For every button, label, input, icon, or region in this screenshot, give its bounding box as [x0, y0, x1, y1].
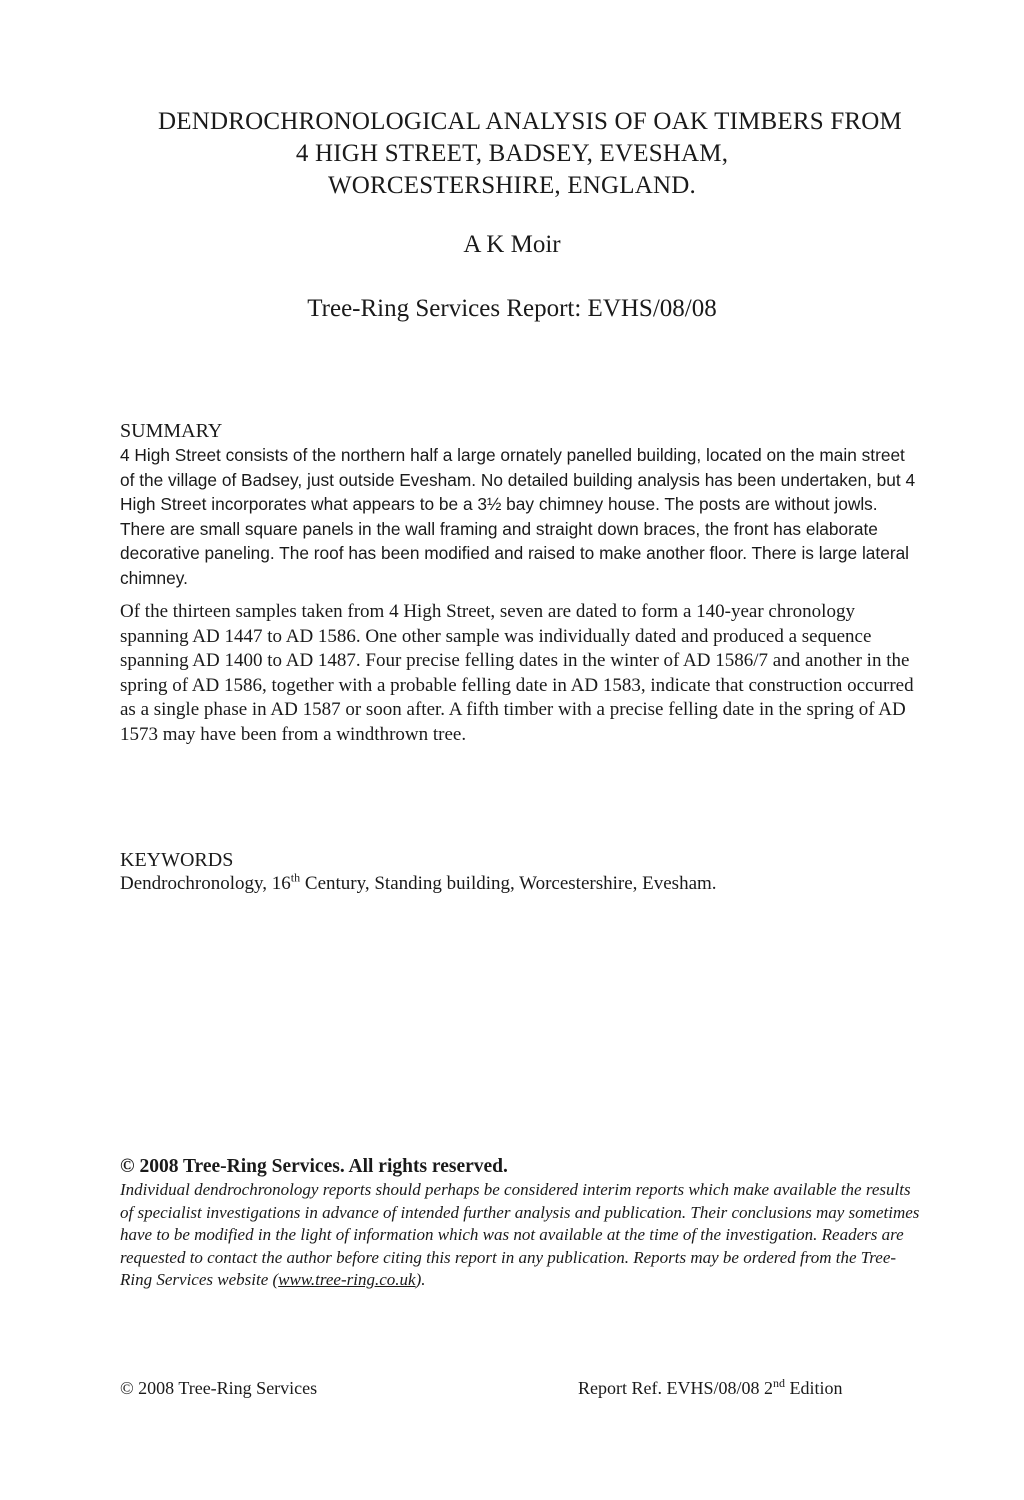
- summary-section: [120, 419, 920, 747]
- author: A K Moir: [463, 231, 561, 258]
- report-title: [0, 106, 1024, 202]
- keywords-section: [120, 848, 920, 897]
- keywords-text: [120, 872, 920, 897]
- keywords-pre: Dendrochronology, 16: [120, 873, 291, 894]
- summary-paragraph-2: Of the thirteen samples taken from 4 High Street, seven are dated to form a 140-year chronology spanning AD 1447 to AD 1586. One other sample was individually dated and produced a sequence spanning AD 1400 to AD 1487. Four precise felling dates in the winter of AD 1586/7 and another in the spring of AD 1586, together with a probable felling date in AD 1583, indicate that construction occurred as a single phase in AD 1587 or soon after. A fifth timber with a precise felling date in the spring of AD 1573 may have been from a windthrown tree.: [120, 601, 914, 745]
- title-line-1: DENDROCHRONOLOGICAL ANALYSIS OF OAK TIMBERS FROM: [158, 108, 902, 135]
- disclaimer-end: ).: [415, 1270, 426, 1289]
- footer-ref-pre: Report Ref. EVHS/08/08 2: [578, 1378, 773, 1398]
- title-line-3: WORCESTERSHIRE, ENGLAND.: [328, 172, 696, 199]
- summary-heading: SUMMARY: [120, 420, 223, 442]
- footer-ref-post: Edition: [785, 1378, 843, 1398]
- copyright-section: [120, 1155, 920, 1292]
- footer-report-ref: [578, 1376, 843, 1400]
- summary-paragraph-1: 4 High Street consists of the northern half a large ornately panelled building, located on the main street of the village of Badsey, just outside Evesham. No detailed building analysis has been undertaken, but 4 High Street incorporates what appears to be a 3½ bay chimney house. The posts are without jowls. There are small square panels in the wall framing and straight down braces, the front has elaborate decorative paneling. The roof has been modified and raised to make another floor. There is large lateral chimney.: [120, 445, 916, 588]
- report-reference: Tree-Ring Services Report: EVHS/08/08: [307, 295, 717, 322]
- disclaimer-text: [120, 1179, 920, 1292]
- footer-ref-superscript: nd: [773, 1376, 785, 1390]
- website-link[interactable]: www.tree-ring.co.uk: [278, 1270, 416, 1289]
- disclaimer-body: Individual dendrochronology reports should perhaps be considered interim reports which make available the results of specialist investigations in advance of intended further analysis and publication. Their conclusions may sometimes have to be modified in the light of information which was not available at the time of the investigation. Readers are requested to contact the author before citing this report in any publication. Reports may be ordered from the Tree-Ring Services website (: [120, 1180, 920, 1289]
- copyright-heading: © 2008 Tree-Ring Services. All rights reserved.: [120, 1156, 508, 1177]
- keywords-post: Century, Standing building, Worcestershire, Evesham.: [300, 873, 717, 894]
- keywords-superscript: th: [290, 870, 301, 885]
- footer-copyright: © 2008 Tree-Ring Services: [120, 1378, 318, 1398]
- keywords-heading: KEYWORDS: [120, 849, 234, 871]
- title-line-2: 4 HIGH STREET, BADSEY, EVESHAM,: [295, 140, 729, 167]
